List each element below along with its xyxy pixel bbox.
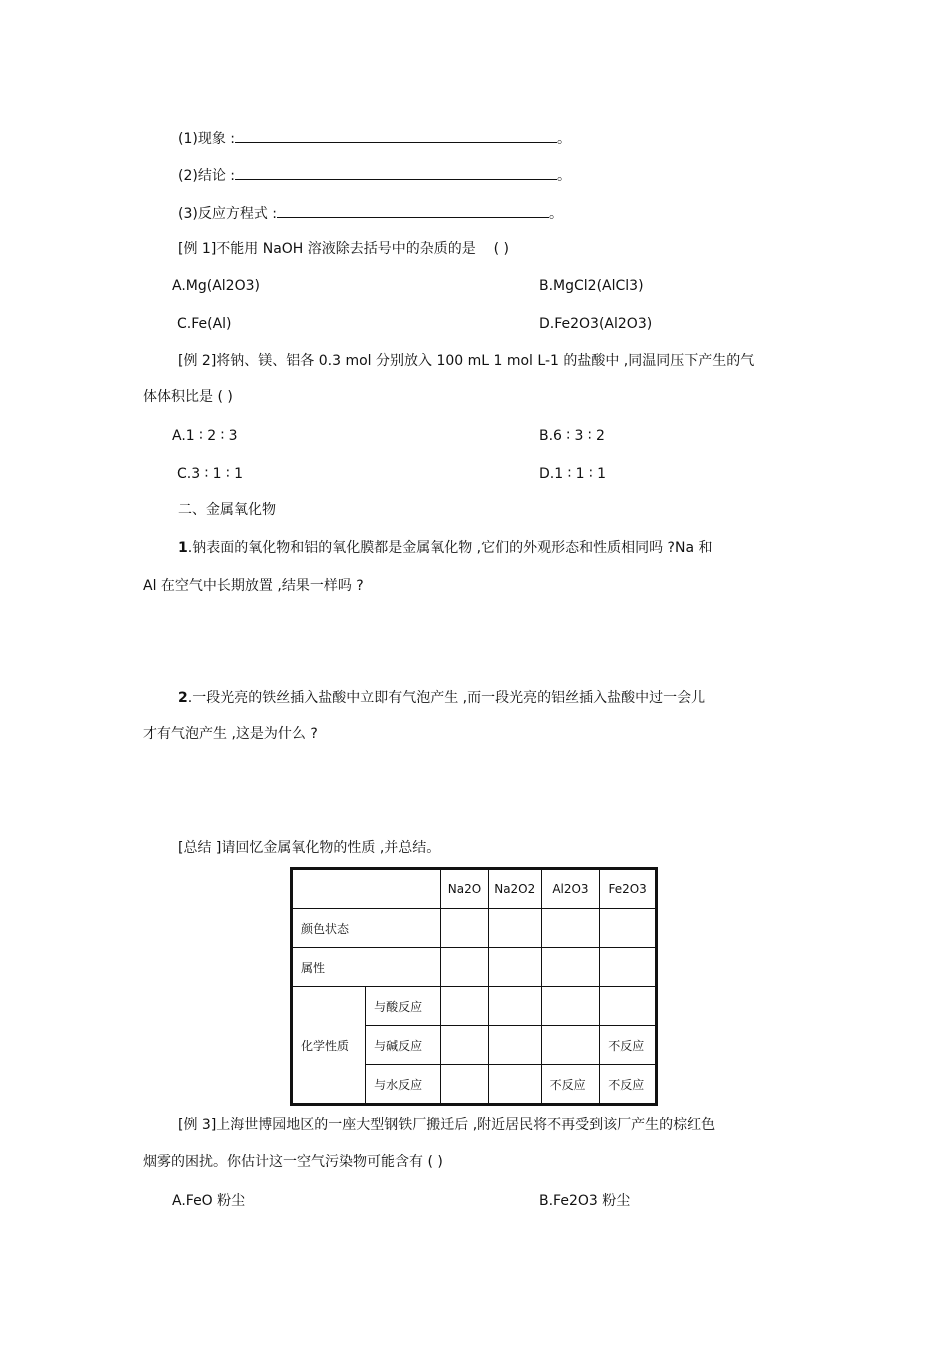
table-cell: 不反应 — [600, 1026, 657, 1065]
table-corner-cell — [292, 869, 441, 909]
option-text: D.1 ∶ 1 ∶ 1 — [539, 466, 607, 482]
section-heading — [178, 501, 276, 519]
equation-question — [178, 203, 563, 223]
option-text: B.6 ∶ 3 ∶ 2 — [539, 428, 605, 444]
question-2-text: .一段光亮的铁丝插入盐酸中立即有气泡产生 ,而一段光亮的铝丝插入盐酸中过一会儿 — [187, 690, 706, 706]
ex3-stem-text2: 烟雾的困扰。你估计这一空气污染物可能含有 ( ) — [143, 1154, 443, 1170]
table-cell: 不反应 — [600, 1065, 657, 1105]
section-heading-text: 二、金属氧化物 — [178, 502, 276, 518]
table-row — [292, 909, 657, 948]
table-cell[interactable] — [600, 948, 657, 987]
ex2-option-d[interactable] — [539, 465, 606, 483]
table-cell[interactable] — [541, 1026, 600, 1065]
ex2-stem-line2 — [143, 388, 233, 406]
table-cell[interactable] — [541, 987, 600, 1026]
table-cell[interactable] — [441, 909, 489, 948]
ex1-option-d[interactable] — [539, 315, 652, 333]
table-sub-label: 与水反应 — [366, 1065, 441, 1105]
option-text: A.FeO 粉尘 — [172, 1193, 246, 1209]
option-text: B.MgCl2(AlCl3) — [539, 278, 644, 294]
question-1-text2: Al 在空气中长期放置 ,结果一样吗 ? — [143, 578, 364, 594]
period: 。 — [557, 131, 571, 147]
summary-prompt — [178, 839, 440, 857]
table-cell[interactable] — [488, 1026, 541, 1065]
ex3-stem-text: [例 3]上海世博园地区的一座大型钢铁厂搬迁后 ,附近居民将不再受到该厂产生的棕红色 — [178, 1117, 716, 1133]
table-header-cell: Na2O — [441, 869, 489, 909]
conclusion-label: (2)结论 : — [178, 168, 235, 184]
table-row — [292, 948, 657, 987]
equation-blank[interactable] — [277, 203, 549, 218]
question-1-text: .钠表面的氧化物和铝的氧化膜都是金属氧化物 ,它们的外观形态和性质相同吗 ?Na 和 — [187, 540, 713, 556]
ex1-option-a[interactable] — [172, 277, 260, 295]
period: 。 — [557, 168, 571, 184]
period: 。 — [549, 206, 563, 222]
phenomenon-question — [178, 128, 571, 148]
question-2 — [178, 689, 705, 707]
ex2-option-a[interactable] — [172, 427, 238, 445]
ex3-option-a[interactable] — [172, 1192, 245, 1210]
table-header-cell: Al2O3 — [541, 869, 600, 909]
question-2-number: 2 — [178, 690, 188, 706]
option-text: B.Fe2O3 粉尘 — [539, 1193, 631, 1209]
question-1 — [178, 539, 712, 557]
phenomenon-label: (1)现象 : — [178, 131, 235, 147]
ex3-option-b[interactable] — [539, 1192, 630, 1210]
table-cell[interactable] — [541, 909, 600, 948]
oxide-properties-table — [290, 867, 658, 1106]
table-cell[interactable] — [488, 987, 541, 1026]
table-row — [292, 869, 657, 909]
table-row — [292, 987, 657, 1026]
option-text: C.3 ∶ 1 ∶ 1 — [177, 466, 244, 482]
table-cell[interactable] — [488, 1065, 541, 1105]
ex3-stem — [178, 1116, 715, 1134]
table-cell[interactable] — [441, 1065, 489, 1105]
ex2-option-c[interactable] — [177, 465, 243, 483]
table-cell[interactable] — [541, 948, 600, 987]
option-text: D.Fe2O3(Al2O3) — [539, 316, 653, 332]
table-cell[interactable] — [441, 987, 489, 1026]
table-cell[interactable] — [488, 909, 541, 948]
ex1-option-b[interactable] — [539, 277, 644, 295]
table-header-cell: Fe2O3 — [600, 869, 657, 909]
equation-label: (3)反应方程式 : — [178, 206, 277, 222]
option-text: C.Fe(Al) — [177, 316, 232, 332]
table-row-label: 化学性质 — [292, 987, 366, 1105]
ex1-option-c[interactable] — [177, 315, 232, 333]
ex1-paren: ( ) — [493, 241, 509, 257]
table-cell[interactable] — [600, 909, 657, 948]
table-sub-label: 与碱反应 — [366, 1026, 441, 1065]
conclusion-blank[interactable] — [235, 165, 557, 180]
table-row-label: 属性 — [292, 948, 441, 987]
table-sub-label: 与酸反应 — [366, 987, 441, 1026]
table-cell: 不反应 — [541, 1065, 600, 1105]
option-text: A.Mg(Al2O3) — [172, 278, 260, 294]
question-2-line2 — [143, 725, 318, 743]
ex3-stem-line2 — [143, 1153, 443, 1171]
question-1-line2 — [143, 577, 364, 595]
question-1-number: 1 — [178, 540, 188, 556]
ex2-stem-text: [例 2]将钠、镁、铝各 0.3 mol 分别放入 100 mL 1 mol L-1 的盐酸中 ,同温同压下产生的气 — [178, 353, 755, 369]
summary-text: [总结 ]请回忆金属氧化物的性质 ,并总结。 — [178, 840, 441, 856]
table-cell[interactable] — [441, 1026, 489, 1065]
table-cell[interactable] — [600, 987, 657, 1026]
table-cell[interactable] — [441, 948, 489, 987]
ex2-stem-text2: 体体积比是 ( ) — [143, 389, 233, 405]
table-header-cell: Na2O2 — [488, 869, 541, 909]
table-cell[interactable] — [488, 948, 541, 987]
ex2-stem — [178, 352, 754, 370]
ex1-stem — [178, 240, 509, 258]
table-row-label: 颜色状态 — [292, 909, 441, 948]
option-text: A.1 ∶ 2 ∶ 3 — [172, 428, 238, 444]
phenomenon-blank[interactable] — [235, 128, 557, 143]
ex1-stem-text: [例 1]不能用 NaOH 溶液除去括号中的杂质的是 — [178, 241, 476, 257]
conclusion-question — [178, 165, 571, 185]
question-2-text2: 才有气泡产生 ,这是为什么 ? — [143, 726, 318, 742]
ex2-option-b[interactable] — [539, 427, 605, 445]
